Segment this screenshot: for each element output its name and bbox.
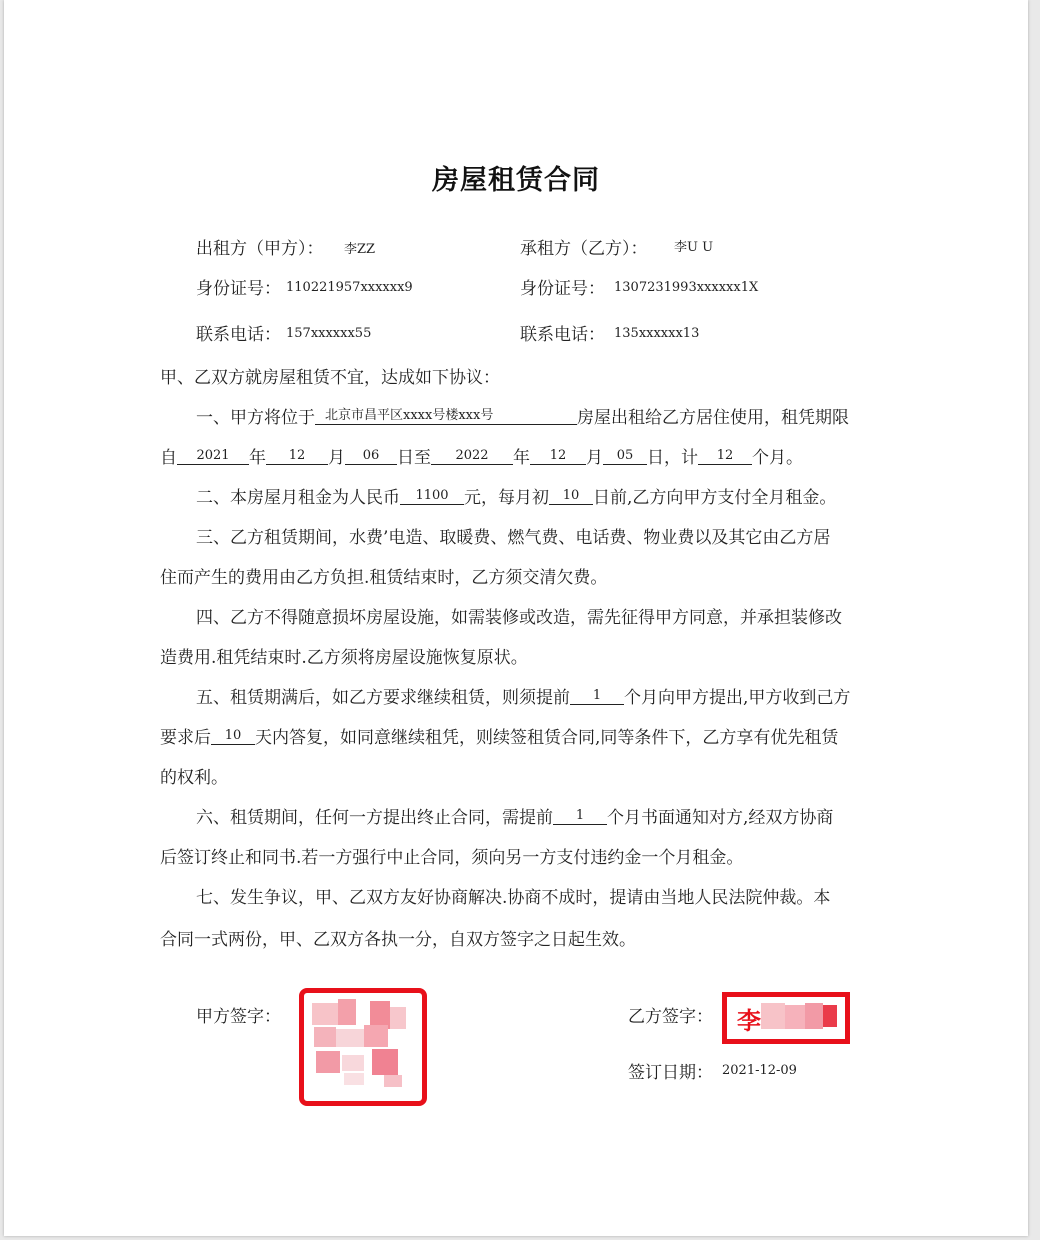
start-year-field: 2021 <box>177 448 249 465</box>
end-month-field: 12 <box>530 448 586 465</box>
termination-notice-field: 1 <box>553 808 607 825</box>
clause-6-text: 个月书面通知对方,经双方协商 <box>607 808 834 828</box>
start-month-field: 12 <box>266 448 328 465</box>
party-a-phone-label: 联系电话： <box>196 325 281 345</box>
renewal-notice-field: 1 <box>570 688 624 705</box>
party-b-name: 李U U <box>674 240 714 255</box>
party-b-signature-visible: 李 <box>737 1006 761 1035</box>
party-a-signature-redacted <box>299 988 427 1106</box>
rent-field: 1100 <box>400 488 464 505</box>
contract-page <box>4 0 1028 1236</box>
clause-5-text: 五、租赁期满后，如乙方要求继续租赁，则须提前 <box>196 688 570 708</box>
party-b-phone-label: 联系电话： <box>520 325 605 345</box>
clause-1-text: 日至 <box>397 448 431 468</box>
party-b-id: 1307231993xxxxxx1X <box>614 280 759 295</box>
clause-2-text: 日前,乙方向甲方支付全月租金。 <box>593 488 837 508</box>
clause-3-line-2: 住而产生的费用由乙方负担.租赁结束时，乙方须交清欠费。 <box>160 568 608 588</box>
end-year-field: 2022 <box>431 448 513 465</box>
clause-3-line-1: 三、乙方租赁期间，水费’电造、取暖费、燃气费、电话费、物业费以及其它由乙方居 <box>196 528 831 548</box>
clause-1-text: 一、甲方将位于 <box>196 408 315 428</box>
clause-1-text: 房屋出租给乙方居住使用，租凭期限 <box>577 408 849 428</box>
clause-6-line-2: 后签订终止和同书.若一方强行中止合同，须向另一方支付违约金一个月租金。 <box>160 848 744 868</box>
clause-4-line-1: 四、乙方不得随意损坏房屋设施，如需装修或改造，需先征得甲方同意，并承担装修改 <box>196 608 842 628</box>
clause-2-text: 元，每月初 <box>464 488 549 508</box>
clause-6-text: 六、租赁期间，任何一方提出终止合同，需提前 <box>196 808 553 828</box>
clause-5-line-3: 的权利。 <box>160 768 228 788</box>
party-b-signature-redacted <box>722 992 850 1044</box>
end-day-field: 05 <box>603 448 647 465</box>
clause-6-line-1 <box>196 808 833 828</box>
contract-title: 房屋租赁合同 <box>432 165 600 196</box>
party-a-id: 110221957xxxxxx9 <box>286 280 413 295</box>
clause-1-text: 日，计 <box>647 448 698 468</box>
party-b-signature-label: 乙方签字： <box>628 1007 713 1027</box>
reply-days-field: 10 <box>211 728 255 745</box>
party-b-label: 承租方（乙方）： <box>520 239 648 259</box>
clause-2-text: 二、本房屋月租金为人民币 <box>196 488 400 508</box>
clause-5-line-1 <box>196 688 850 708</box>
clause-1-line-2 <box>160 448 803 468</box>
signing-date: 2021-12-09 <box>722 1063 797 1078</box>
clause-5-text: 个月向甲方提出,甲方收到己方 <box>624 688 851 708</box>
clause-1-text: 个月。 <box>752 448 803 468</box>
intro-text: 甲、乙双方就房屋租赁不宜，达成如下协议： <box>160 368 500 388</box>
party-b-id-label: 身份证号： <box>520 279 605 299</box>
address-field: 北京市昌平区xxxx号楼xxx号 <box>315 408 577 425</box>
clause-5-text: 天内答复，如同意继续租凭，则续签租赁合同,同等条件下，乙方享有优先租赁 <box>255 728 839 748</box>
party-a-phone: 157xxxxxx55 <box>286 326 372 341</box>
clause-1-text: 自 <box>160 448 177 468</box>
clause-5-text: 要求后 <box>160 728 211 748</box>
months-field: 12 <box>698 448 752 465</box>
clause-1-line-1 <box>196 408 849 428</box>
clause-1-text: 年 <box>513 448 530 468</box>
clause-1-text: 月 <box>586 448 603 468</box>
party-a-label: 出租方（甲方）： <box>196 239 324 259</box>
clause-2 <box>196 488 836 508</box>
pay-day-field: 10 <box>549 488 593 505</box>
clause-4-line-2: 造费用.租凭结束时.乙方须将房屋设施恢复原状。 <box>160 648 528 668</box>
party-a-name: 李ZZ <box>344 242 376 257</box>
start-day-field: 06 <box>345 448 397 465</box>
clause-5-line-2 <box>160 728 838 748</box>
party-b-phone: 135xxxxxx13 <box>614 326 700 341</box>
clause-7-line-2: 合同一式两份，甲、乙双方各执一分，自双方签字之日起生效。 <box>160 930 636 950</box>
clause-1-text: 月 <box>328 448 345 468</box>
party-a-signature-label: 甲方签字： <box>196 1007 281 1027</box>
party-a-id-label: 身份证号： <box>196 279 281 299</box>
clause-1-text: 年 <box>249 448 266 468</box>
signing-date-label: 签订日期： <box>628 1063 713 1083</box>
clause-7-line-1: 七、发生争议，甲、乙双方友好协商解决.协商不成时，提请由当地人民法院仲裁。本 <box>196 888 831 908</box>
